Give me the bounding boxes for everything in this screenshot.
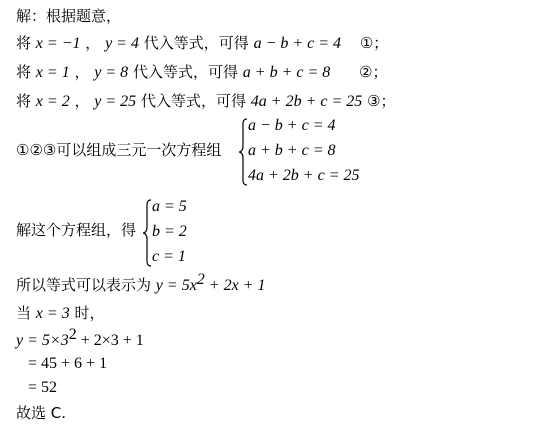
system-1-row: a − b + c = 4 <box>248 117 336 134</box>
formula-main: y = 5x <box>155 277 197 294</box>
text: 时， <box>74 304 105 322</box>
text: ， <box>74 63 90 81</box>
expression-line <box>16 271 266 295</box>
text: 代入等式，可得 <box>143 34 249 52</box>
answer-line: 故选 C. <box>16 404 67 422</box>
math-x: x = 1 <box>35 64 70 81</box>
text: 将 <box>16 34 32 52</box>
equation-1: a − b + c = 4 <box>253 35 342 52</box>
calc-rest: + 2×3 + 1 <box>76 332 144 349</box>
equation-2: a + b + c = 8 <box>242 64 331 81</box>
math-x: x = −1 <box>35 35 81 52</box>
marker-1: ①； <box>359 34 389 52</box>
intro-line: 解：根据题意， <box>16 7 122 25</box>
marker-3: ③； <box>367 92 396 110</box>
system-2-row: c = 1 <box>152 248 186 265</box>
when-line <box>16 303 105 323</box>
text: 将 <box>16 63 32 81</box>
text: 代入等式，可得 <box>140 92 246 110</box>
system-1 <box>238 116 438 188</box>
system-2-label: 解这个方程组，得 <box>16 221 137 239</box>
text: 当 <box>16 304 32 322</box>
text: 所以等式可以表示为 <box>16 276 152 294</box>
text: ， <box>74 92 90 110</box>
system-2 <box>142 197 242 269</box>
system-1-label: ①②③可以组成三元一次方程组 <box>16 141 222 159</box>
system-2-row: a = 5 <box>152 198 187 215</box>
marker-2: ②； <box>359 63 388 81</box>
text: 将 <box>16 92 32 110</box>
calc-line-2: = 45 + 6 + 1 <box>28 355 108 372</box>
system-1-row: 4a + 2b + c = 25 <box>248 167 360 184</box>
equation-3: 4a + 2b + c = 25 <box>250 93 363 110</box>
text: ， <box>85 34 101 52</box>
substitution-line-1 <box>16 33 388 53</box>
math-y: y = 8 <box>94 64 129 81</box>
formula-rest: + 2x + 1 <box>204 277 266 294</box>
calc-line-3: = 52 <box>28 379 58 396</box>
left-brace-icon <box>238 118 248 186</box>
substitution-line-2 <box>16 62 388 82</box>
calc-main: y = 5×3 <box>16 332 69 349</box>
math-y: y = 4 <box>105 35 139 52</box>
math-x: x = 2 <box>35 93 70 110</box>
calc-exponent: 2 <box>68 326 77 343</box>
substitution-line-3 <box>16 91 396 111</box>
text: 代入等式，可得 <box>132 63 238 81</box>
system-2-row: b = 2 <box>152 223 187 240</box>
system-1-row: a + b + c = 8 <box>248 142 336 159</box>
math-y: y = 25 <box>94 93 137 110</box>
math-x: x = 3 <box>35 305 70 322</box>
calc-line-1 <box>16 326 144 350</box>
left-brace-icon <box>142 199 152 267</box>
formula-exponent: 2 <box>196 271 205 288</box>
